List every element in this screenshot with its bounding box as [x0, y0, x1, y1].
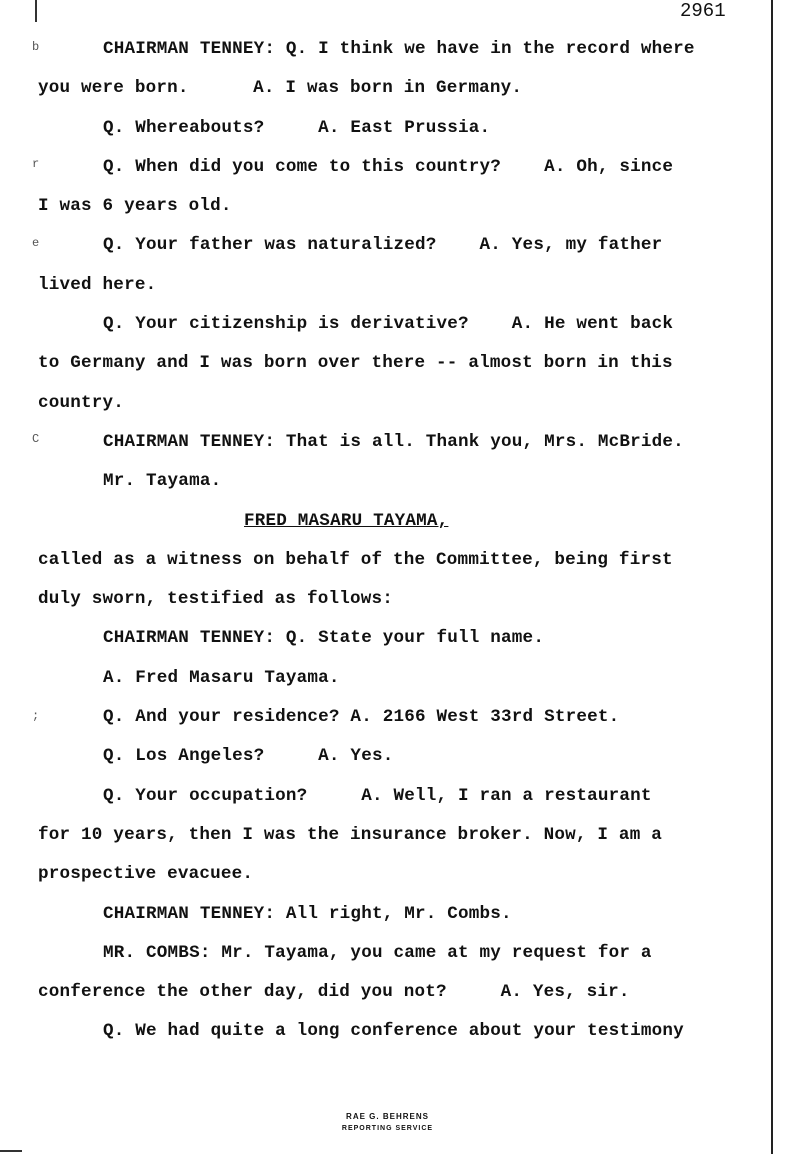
transcript-line: you were born. A. I was born in Germany. [38, 78, 523, 99]
page-number: 2961 [680, 0, 726, 22]
transcript-line: Q. And your residence? A. 2166 West 33rd Street. [103, 707, 620, 728]
transcript-line: Mr. Tayama. [103, 471, 222, 492]
transcript-line: Q. Your father was naturalized? A. Yes, my father [103, 235, 663, 256]
bottom-margin-rule [0, 1150, 22, 1152]
transcript-line: Q. We had quite a long conference about your testimony [103, 1021, 684, 1042]
transcript-line: CHAIRMAN TENNEY: All right, Mr. Combs. [103, 903, 512, 924]
transcript-line: Q. Los Angeles? A. Yes. [103, 746, 394, 767]
margin-mark: r [32, 157, 40, 171]
transcript-line: MR. COMBS: Mr. Tayama, you came at my request for a [103, 942, 652, 963]
transcript-line: CHAIRMAN TENNEY: That is all. Thank you, Mrs. McBride. [103, 431, 684, 452]
transcript-line: Q. Your occupation? A. Well, I ran a restaurant [103, 785, 652, 806]
transcript-line: Q. Whereabouts? A. East Prussia. [103, 117, 491, 138]
margin-mark: ; [32, 709, 40, 723]
transcript-line: for 10 years, then I was the insurance broker. Now, I am a [38, 824, 662, 845]
margin-mark: e [32, 236, 40, 250]
transcript-line: duly sworn, testified as follows: [38, 589, 394, 610]
transcript-body [38, 38, 768, 1060]
margin-mark: C [32, 432, 40, 446]
footer-reporter-name: RAE G. BEHRENS [346, 1112, 429, 1121]
transcript-line: CHAIRMAN TENNEY: Q. State your full name. [103, 628, 545, 649]
transcript-line: Q. Your citizenship is derivative? A. He went back [103, 314, 674, 335]
left-margin-rule [35, 0, 37, 22]
transcript-line: CHAIRMAN TENNEY: Q. I think we have in the record where [103, 39, 695, 59]
transcript-line: called as a witness on behalf of the Committee, being first [38, 549, 673, 570]
transcript-line: to Germany and I was born over there -- almost born in this [38, 353, 673, 374]
transcript-line: prospective evacuee. [38, 864, 254, 885]
transcript-line: I was 6 years old. [38, 196, 232, 217]
right-margin-rule [771, 0, 773, 1154]
transcript-line: A. Fred Masaru Tayama. [103, 667, 340, 688]
witness-heading: FRED MASARU TAYAMA, [244, 510, 449, 531]
footer-reporting-service: REPORTING SERVICE [341, 1125, 434, 1132]
transcript-line: lived here. [38, 274, 157, 295]
transcript-line: Q. When did you come to this country? A. Oh, since [103, 156, 674, 177]
transcript-line: conference the other day, did you not? A. Yes, sir. [38, 982, 630, 1003]
transcript-line: country. [38, 392, 125, 413]
margin-mark: b [32, 40, 40, 54]
